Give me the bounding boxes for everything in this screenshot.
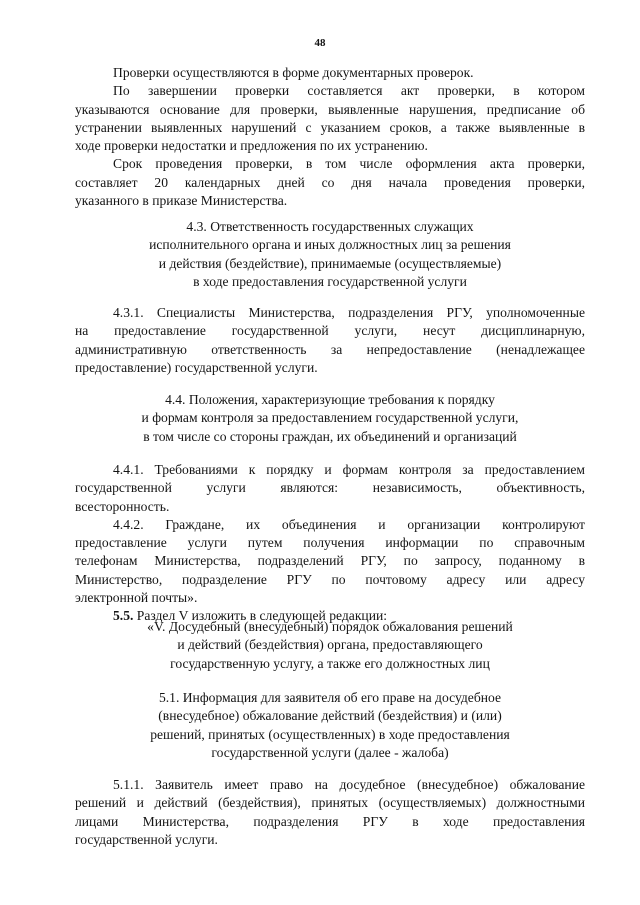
paragraph-5-1-1 [75,776,585,849]
paragraph-line: всесторонность. [75,498,170,514]
heading-line: решений, принятых (осуществленных) в ходе предоставления [150,726,510,742]
paragraph-line: государственной услуги являются: независимость, объективность, [75,480,585,496]
paragraph-line: лицами Министерства, подразделения РГУ в ходе предоставления [75,813,585,829]
paragraph-line: Министерство, подразделение РГУ по почтовому адресу или адресу [75,571,585,587]
heading-line: и действий (бездействия) органа, предоставляющего [177,637,483,653]
section-heading-v [75,618,585,673]
paragraph-line: решений и действий (бездействия), принятых (осуществляемых) должностными [75,795,585,811]
paragraph-line: Проверки осуществляются в форме документарных проверок. [113,65,474,80]
heading-line: «V. Досудебный (внесудебный) порядок обжалования решений [147,619,513,634]
item-number: 5.5. [113,608,134,624]
paragraph-line: электронной почты». [75,590,198,606]
paragraph-line: предоставление услуги путем получения информации по справочным [75,535,585,551]
heading-line: и формам контроля за предоставлением государственной услуги, [141,410,519,426]
paragraph-line: По завершении проверки составляется акт проверки, в котором [113,83,585,99]
paragraph-line: 4.4.1. Требованиями к порядку и формам контроля за предоставлением [113,462,585,477]
text-block-top [75,64,585,210]
paragraph-line: на предоставление государственной услуги, несут дисциплинарную, [75,323,585,339]
paragraph-4-3-1 [75,304,585,377]
paragraph-line: 4.4.2. Граждане, их объединения и организации контролируют [113,516,585,532]
text-block-4-4 [75,461,585,626]
heading-line: в ходе предоставления государственной услуги [193,273,467,289]
paragraph-line: предоставление) государственной услуги. [75,359,318,375]
paragraph-text: Раздел V изложить в следующей редакции: [133,608,388,624]
paragraph-line: устранении выявленных нарушений с указанием сроков, а также выявленные в [75,119,585,135]
heading-line: (внесудебное) обжалование действий (бездействия) и (или) [158,708,502,724]
heading-line: 4.4. Положения, характеризующие требования к порядку [165,392,495,407]
heading-line: и действия (бездействие), принимаемые (осуществляемые) [158,255,502,271]
paragraph-line: административную ответственность за непредоставление (ненадлежащее [75,341,585,357]
paragraph-line: государственной услуги. [75,831,218,847]
paragraph-line: указанного в приказе Министерства. [75,193,288,209]
paragraph-line: 5.1.1. Заявитель имеет право на досудебное (внесудебное) обжалование [113,777,585,792]
heading-line: в том числе со стороны граждан, их объединений и организаций [143,428,517,444]
paragraph-line: указываются основание для проверки, выявленные нарушения, предписание об [75,101,585,117]
section-heading-4-4 [75,391,585,446]
paragraph-line: составляет 20 календарных дней со дня начала проведения проверки, [75,174,585,190]
paragraph-line: ходе проверки недостатки и предложения по их устранению. [75,138,428,154]
heading-line: 4.3. Ответственность государственных служащих [186,219,474,234]
heading-line: государственной услуги (далее - жалоба) [211,744,449,760]
paragraph-line: Срок проведения проверки, в том числе оформления акта проверки, [113,156,585,172]
page-number: 48 [314,37,326,49]
paragraph-line: телефонам Министерства, подразделений РГУ, по запросу, поданному в [75,553,585,569]
section-heading-4-3 [75,218,585,291]
section-heading-5-1 [75,689,585,762]
heading-line: исполнительного органа и иных должностных лиц за решения [149,237,511,253]
heading-line: 5.1. Информация для заявителя об его праве на досудебное [158,690,502,705]
heading-line: государственную услугу, а также его должностных лиц [170,655,490,671]
paragraph-line: 4.3.1. Специалисты Министерства, подразделения РГУ, уполномоченные [113,305,585,320]
